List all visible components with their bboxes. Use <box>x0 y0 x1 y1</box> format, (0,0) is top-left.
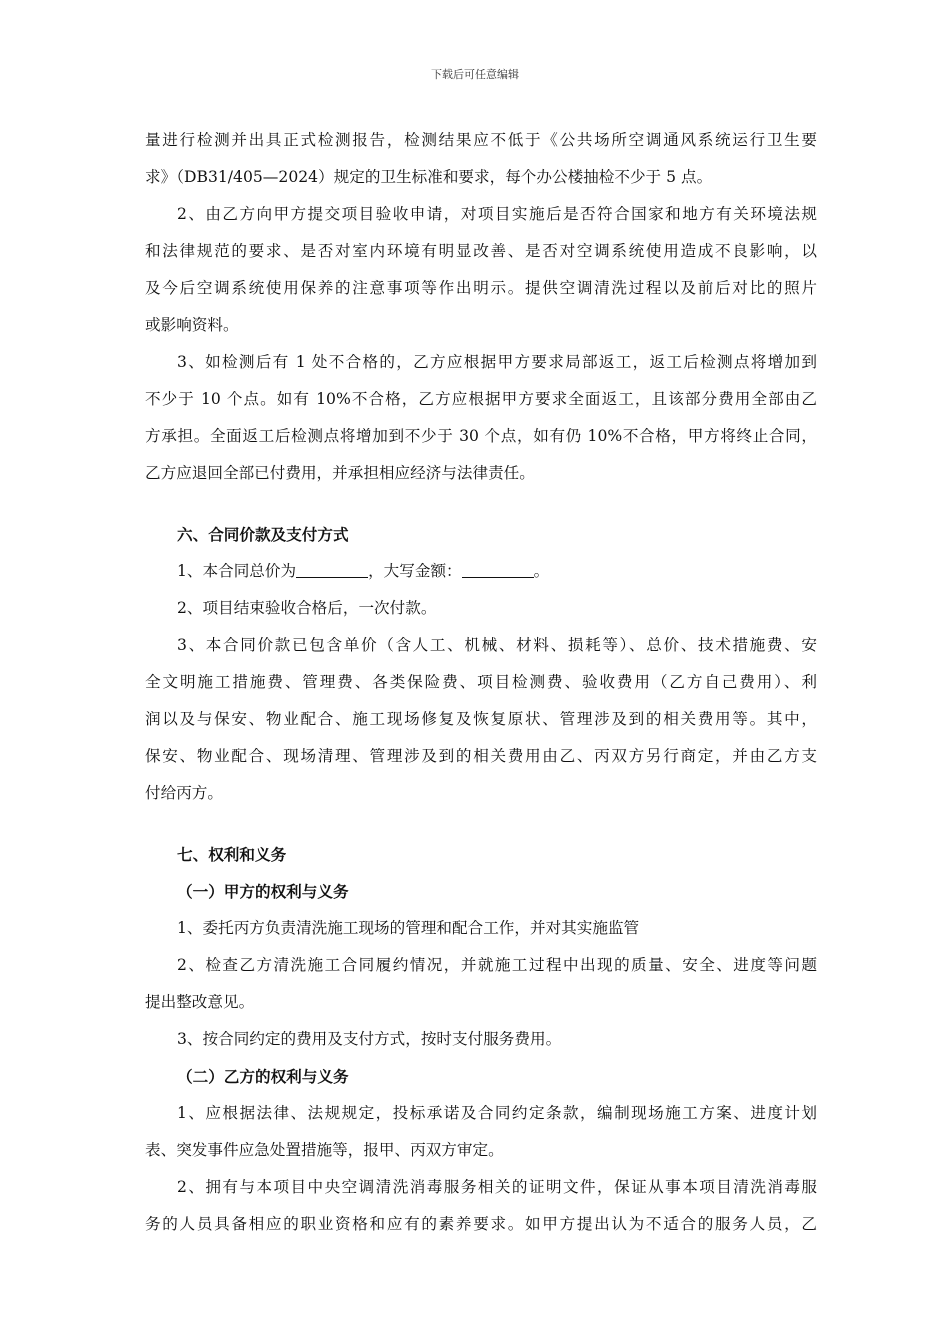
text-line: 方承担。全面返工后检测点将增加到不少于 30 个点，如有仍 10%不合格，甲方将终止合同， <box>145 427 817 445</box>
text-line: 1、委托丙方负责清洗施工现场的管理和配合工作，并对其实施监管 <box>177 919 640 937</box>
text-line: 润以及与保安、物业配合、施工现场修复及恢复原状、管理涉及到的相关费用等。其中， <box>145 710 817 728</box>
section-gap <box>145 812 817 836</box>
text-line: 求》（DB31/405—2024）规定的卫生标准和要求，每个办公楼抽检不少于 5 点。 <box>145 168 713 186</box>
text-line: 乙方应退回全部已付费用，并承担相应经济与法律责任。 <box>145 464 535 482</box>
text-segment: 1、本合同总价为 <box>177 562 297 580</box>
page-header: 下载后可任意编辑 <box>431 68 519 81</box>
text-line: 表、突发事件应急处置措施等，报甲、丙双方审定。 <box>145 1141 504 1159</box>
section-heading: （二）乙方的权利与义务 <box>177 1067 349 1086</box>
text-line: 2、项目结束验收合格后，一次付款。 <box>177 599 437 617</box>
text-line: 2、检查乙方清洗施工合同履约情况，并就施工过程中出现的质量、安全、进度等问题 <box>177 956 817 974</box>
section-heading: 六、合同价款及支付方式 <box>177 525 349 544</box>
text-line: 2、拥有与本项目中央空调清洗消毒服务相关的证明文件，保证从事本项目清洗消毒服 <box>177 1178 817 1196</box>
text-line: 不少于 10 个点。如有 10%不合格，乙方应根据甲方要求全面返工，且该部分费用全部由乙 <box>145 390 817 408</box>
text-line: 全文明施工措施费、管理费、各类保险费、项目检测费、验收费用（乙方自己费用）、利 <box>145 673 817 691</box>
text-line: 和法律规范的要求、是否对室内环境有明显改善、是否对空调系统使用造成不良影响，以 <box>145 242 817 260</box>
text-line: 2、由乙方向甲方提交项目验收申请，对项目实施后是否符合国家和地方有关环境法规 <box>177 205 817 223</box>
text-segment: ，大写金额： <box>368 562 462 580</box>
document-body <box>145 122 817 1243</box>
text-line: 保安、物业配合、现场清理、管理涉及到的相关费用由乙、丙双方另行商定，并由乙方支 <box>145 747 817 765</box>
text-line: 及今后空调系统使用保养的注意事项等作出明示。提供空调清洗过程以及前后对比的照片 <box>145 279 817 297</box>
text-line: 3、本合同价款已包含单价（含人工、机械、材料、损耗等）、总价、技术措施费、安 <box>177 636 817 654</box>
text-line: 3、按合同约定的费用及支付方式，按时支付服务费用。 <box>177 1030 562 1048</box>
fill-in-blank[interactable] <box>296 561 368 578</box>
text-line: 务的人员具备相应的职业资格和应有的素养要求。如甲方提出认为不适合的服务人员，乙 <box>145 1215 817 1233</box>
text-line: 提出整改意见。 <box>145 993 255 1011</box>
text-line: 量进行检测并出具正式检测报告，检测结果应不低于《公共场所空调通风系统运行卫生要 <box>145 131 817 149</box>
text-line: 3、如检测后有 1 处不合格的，乙方应根据甲方要求局部返工，返工后检测点将增加到 <box>177 353 817 371</box>
text-line: 付给丙方。 <box>145 784 223 802</box>
text-segment: 。 <box>533 562 550 580</box>
section-heading: 七、权利和义务 <box>177 845 287 864</box>
fill-in-blank[interactable] <box>462 561 534 578</box>
section-heading: （一）甲方的权利与义务 <box>177 882 349 901</box>
text-line: 或影响资料。 <box>145 316 239 334</box>
text-line: 1、应根据法律、法规规定，投标承诺及合同约定条款，编制现场施工方案、进度计划 <box>177 1104 817 1122</box>
section-gap <box>145 492 817 516</box>
text-line-with-blanks <box>145 553 817 590</box>
